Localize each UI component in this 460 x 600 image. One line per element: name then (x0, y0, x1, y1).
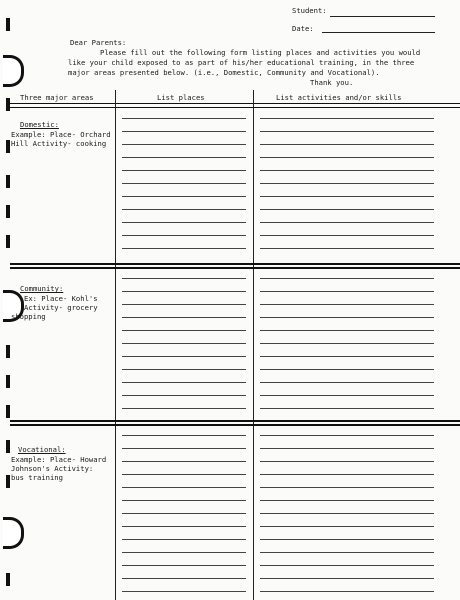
places-write-line[interactable] (122, 382, 246, 383)
punch-hole-mark (6, 18, 10, 31)
places-write-line[interactable] (122, 304, 246, 305)
places-write-line[interactable] (122, 235, 246, 236)
activities-write-line[interactable] (260, 539, 434, 540)
section-separator (10, 420, 460, 422)
example-line: bus training (11, 473, 63, 482)
binder-ring-icon (3, 55, 24, 87)
places-write-line[interactable] (122, 578, 246, 579)
student-field[interactable] (330, 16, 435, 17)
punch-hole-mark (6, 440, 10, 453)
places-write-line[interactable] (122, 513, 246, 514)
section-separator (10, 424, 460, 426)
punch-hole-mark (6, 235, 10, 248)
example-line: Hill Activity- cooking (11, 139, 107, 148)
places-write-line[interactable] (122, 526, 246, 527)
header-rule (10, 107, 460, 108)
activities-write-line[interactable] (260, 144, 434, 145)
places-write-line[interactable] (122, 448, 246, 449)
punch-hole-mark (6, 375, 10, 388)
header-rule (10, 103, 460, 104)
places-write-line[interactable] (122, 317, 246, 318)
salutation: Dear Parents: (70, 38, 127, 47)
activities-write-line[interactable] (260, 118, 434, 119)
activities-write-line[interactable] (260, 591, 434, 592)
activities-write-line[interactable] (260, 304, 434, 305)
activities-write-line[interactable] (260, 235, 434, 236)
section-separator (10, 267, 460, 269)
activities-write-line[interactable] (260, 356, 434, 357)
places-write-line[interactable] (122, 539, 246, 540)
example-line: Example: Place- Howard (11, 455, 107, 464)
places-write-line[interactable] (122, 591, 246, 592)
punch-hole-mark (6, 475, 10, 488)
activities-write-line[interactable] (260, 330, 434, 331)
column-divider (253, 90, 254, 600)
places-write-line[interactable] (122, 183, 246, 184)
example-line: Example: Place- Orchard (11, 130, 111, 139)
punch-hole-mark (6, 573, 10, 586)
places-write-line[interactable] (122, 131, 246, 132)
punch-hole-mark (6, 405, 10, 418)
section-title-community: Community: (20, 284, 64, 293)
activities-write-line[interactable] (260, 448, 434, 449)
punch-hole-mark (6, 140, 10, 153)
section-title-vocational: Vocational: (18, 445, 66, 454)
activities-write-line[interactable] (260, 278, 434, 279)
activities-write-line[interactable] (260, 565, 434, 566)
example-line: Ex: Place- Kohl's (24, 294, 98, 303)
activities-write-line[interactable] (260, 474, 434, 475)
activities-write-line[interactable] (260, 222, 434, 223)
column-header-areas: Three major areas (20, 93, 94, 102)
activities-write-line[interactable] (260, 291, 434, 292)
activities-write-line[interactable] (260, 578, 434, 579)
places-write-line[interactable] (122, 552, 246, 553)
activities-write-line[interactable] (260, 395, 434, 396)
activities-write-line[interactable] (260, 157, 434, 158)
activities-write-line[interactable] (260, 343, 434, 344)
section-separator (10, 263, 460, 265)
student-label: Student: (292, 6, 327, 15)
places-write-line[interactable] (122, 356, 246, 357)
binder-ring-icon (3, 517, 24, 549)
places-write-line[interactable] (122, 170, 246, 171)
punch-hole-mark (6, 345, 10, 358)
places-write-line[interactable] (122, 278, 246, 279)
activities-write-line[interactable] (260, 369, 434, 370)
activities-write-line[interactable] (260, 196, 434, 197)
column-divider (115, 90, 116, 600)
activities-write-line[interactable] (260, 487, 434, 488)
column-header-activities: List activities and/or skills (276, 93, 402, 102)
places-write-line[interactable] (122, 196, 246, 197)
column-header-places: List places (157, 93, 205, 102)
activities-write-line[interactable] (260, 435, 434, 436)
places-write-line[interactable] (122, 157, 246, 158)
places-write-line[interactable] (122, 118, 246, 119)
places-write-line[interactable] (122, 343, 246, 344)
places-write-line[interactable] (122, 500, 246, 501)
activities-write-line[interactable] (260, 209, 434, 210)
date-label: Date: (292, 24, 314, 33)
punch-hole-mark (6, 205, 10, 218)
letter-line: Please fill out the following form listing places and activities you would (100, 48, 421, 57)
places-write-line[interactable] (122, 144, 246, 145)
activities-write-line[interactable] (260, 131, 434, 132)
activities-write-line[interactable] (260, 526, 434, 527)
places-write-line[interactable] (122, 474, 246, 475)
example-line: shopping (11, 312, 46, 321)
letter-line: like your child exposed to as part of his/her educational training, in the three (68, 58, 415, 67)
letter-line: major areas presented below. (i.e., Domestic, Community and Vocational). (68, 68, 380, 77)
example-line: Johnson's Activity: (11, 464, 94, 473)
places-write-line[interactable] (122, 369, 246, 370)
activities-write-line[interactable] (260, 317, 434, 318)
activities-write-line[interactable] (260, 513, 434, 514)
places-write-line[interactable] (122, 487, 246, 488)
places-write-line[interactable] (122, 248, 246, 249)
activities-write-line[interactable] (260, 183, 434, 184)
punch-hole-mark (6, 175, 10, 188)
activities-write-line[interactable] (260, 552, 434, 553)
section-title-domestic: Domestic: (20, 120, 59, 129)
date-field[interactable] (322, 32, 435, 33)
activities-write-line[interactable] (260, 248, 434, 249)
activities-write-line[interactable] (260, 500, 434, 501)
places-write-line[interactable] (122, 461, 246, 462)
activities-write-line[interactable] (260, 170, 434, 171)
places-write-line[interactable] (122, 222, 246, 223)
places-write-line[interactable] (122, 565, 246, 566)
places-write-line[interactable] (122, 395, 246, 396)
activities-write-line[interactable] (260, 408, 434, 409)
places-write-line[interactable] (122, 209, 246, 210)
example-line: Activity- grocery (24, 303, 98, 312)
places-write-line[interactable] (122, 408, 246, 409)
closing: Thank you. (310, 78, 354, 87)
places-write-line[interactable] (122, 291, 246, 292)
places-write-line[interactable] (122, 435, 246, 436)
punch-hole-mark (6, 98, 10, 111)
places-write-line[interactable] (122, 330, 246, 331)
activities-write-line[interactable] (260, 382, 434, 383)
activities-write-line[interactable] (260, 461, 434, 462)
